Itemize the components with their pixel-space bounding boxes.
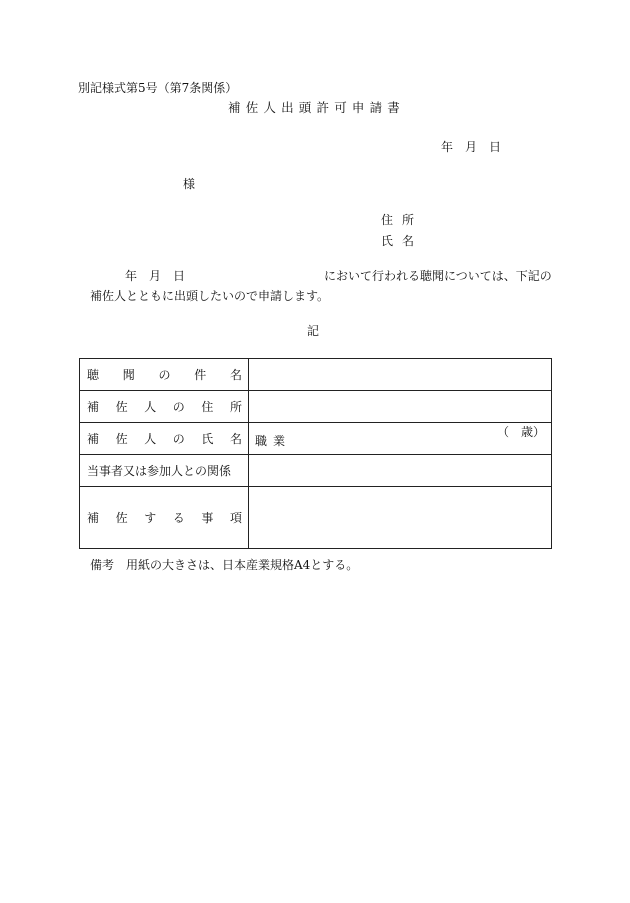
assistant-name-field[interactable] — [249, 423, 552, 455]
assistance-matters-label: 補 佐 す る 事 項 — [80, 487, 249, 549]
occupation-label: 職業 — [255, 434, 292, 448]
addressee-suffix: 様 — [183, 177, 196, 191]
assistance-matters-field[interactable] — [249, 487, 552, 549]
application-date: 年 月 日 — [441, 140, 502, 154]
relationship-label: 当事者又は参加人との関係 — [80, 455, 249, 487]
form-number-label: 別記様式第5号（第7条関係） — [78, 81, 238, 95]
document-title: 補佐人出頭許可申請書 — [228, 100, 406, 115]
table-row — [80, 455, 552, 487]
body-text-line-2: 補佐人とともに出頭したいので申請します。 — [90, 289, 330, 303]
ki-heading: 記 — [307, 324, 320, 338]
relationship-field[interactable] — [249, 455, 552, 487]
application-form-table — [79, 358, 552, 549]
applicant-name-label: 氏名 — [381, 234, 424, 248]
assistant-name-label: 補 佐 人 の 氏 名 — [80, 423, 249, 455]
hearing-case-name-field[interactable] — [249, 359, 552, 391]
table-row — [80, 487, 552, 549]
applicant-address-label: 住所 — [381, 213, 424, 227]
body-text-line-1: において行われる聴聞については、下記の — [324, 269, 552, 283]
assistant-address-field[interactable] — [249, 391, 552, 423]
hearing-date: 年 月 日 — [125, 269, 186, 283]
assistant-address-label: 補 佐 人 の 住 所 — [80, 391, 249, 423]
table-row — [80, 359, 552, 391]
table-row — [80, 423, 552, 455]
table-row — [80, 391, 552, 423]
hearing-case-name-label: 聴 聞 の 件 名 — [80, 359, 249, 391]
remarks-note: 備考 用紙の大きさは、日本産業規格A4とする。 — [90, 558, 359, 572]
age-label: （ 歳） — [497, 425, 546, 439]
